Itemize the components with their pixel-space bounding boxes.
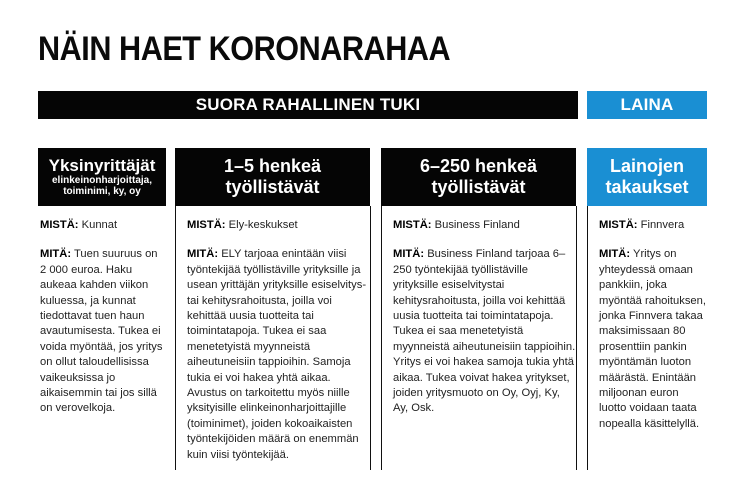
what-text: ELY tarjoaa enintään viisi työntekijää työllistäville yrityksille ja usean yrittäjän yrityksille esiselvitys- tai kehitysrahoitusta, joilla voi kehittää uusia tuotteita tai toimintatapoja. Tukea ei saa menetetyistä myynneistä aiheutuneisiin tappioihin. Samoja tukia ei voi hakea yhtä aikaa. Avustus on tarkoitettu myös niille yksityisille elinkeinonharjoittajille (toiminimet), joiden kokoaikaisten työntekijöiden määrä on enemmän kuin viisi työntekijää. [187,248,367,461]
column-loan-guarantees [587,148,707,470]
column-body [381,206,576,417]
what-label: MITÄ: [40,248,72,261]
column-6-250-employees [381,148,576,470]
page-title: NÄIN HAET KORONARAHAA [38,30,451,68]
what-text: Tuen suuruus on 2 000 euroa. Haku aukeaa kahden viikon kuluessa, ja kunnat tiedottavat tuen haun avautumisesta. Tukea ei voida myöntää, jos yritys on ollut taloudellisissa vaikeuksissa jo aikaisemmin tai jos sillä on verovelkoja. [40,248,163,415]
source-line [40,218,166,233]
what-label: MITÄ: [599,248,631,261]
column-title-line1: 6–250 henkeä [419,156,538,176]
column-header [38,148,166,206]
column-title-line1: 1–5 henkeä [223,156,322,176]
what-line [40,247,166,416]
source-value: Kunnat [81,219,118,231]
source-label: MISTÄ: [187,219,226,231]
source-line [393,218,576,233]
what-label: MITÄ: [393,248,425,261]
source-label: MISTÄ: [599,219,638,231]
column-header [587,148,707,206]
source-line [599,218,707,233]
source-value: Finnvera [640,219,685,231]
column-title: Yksinyrittäjät [48,156,156,175]
column-title-line1: Lainojen [609,156,684,176]
column-body [38,206,166,417]
source-line [187,218,370,233]
column-header [175,148,370,206]
what-text: Business Finland tarjoaa 6–250 työntekijää työllistäville yrityksille esiselvitystai kehitysrahoitusta, joilla voi kehittää uusia tuotteita tai toimintatapoja. Tukea ei saa menetetyistä myynneistä aiheutuneisiin tappioihin. Yritys ei voi hakea samoja tukia yhtä aikaa. Tukea voivat hakea yritykset, joiden yritysmuoto on Oy, Oyj, Ky, Ay, Osk. [393,248,576,415]
source-label: MISTÄ: [393,219,432,231]
source-value: Ely-keskukset [228,219,298,231]
column-title-line2: työllistävät [431,177,526,197]
column-title-line2: takaukset [605,177,689,197]
loan-banner: LAINA [587,91,707,119]
what-line [393,247,576,416]
divider [370,206,371,470]
column-sole-entrepreneurs [38,148,166,470]
column-header [381,148,576,206]
column-body [175,206,370,463]
column-1-5-employees [175,148,370,470]
column-title-line2: työllistävät [225,177,320,197]
what-line [187,247,370,463]
column-subtitle: elinkeinonharjoittaja, toiminimi, ky, oy [51,175,153,197]
what-label: MITÄ: [187,248,219,261]
source-value: Business Finland [434,219,520,231]
what-text: Yritys on yhteydessä omaan pankkiin, joka myöntää rahoituksen, jonka Finnvera takaa maksimissaan 80 prosenttiin pankin myöntämän luoton määrästä. Enintään miljoonan euron luotto voidaan taata nopealla käsittelyllä. [599,248,706,430]
column-body [587,206,707,432]
what-line [599,247,707,432]
divider [576,206,577,470]
direct-support-banner: SUORA RAHALLINEN TUKI [38,91,578,119]
source-label: MISTÄ: [40,219,79,231]
